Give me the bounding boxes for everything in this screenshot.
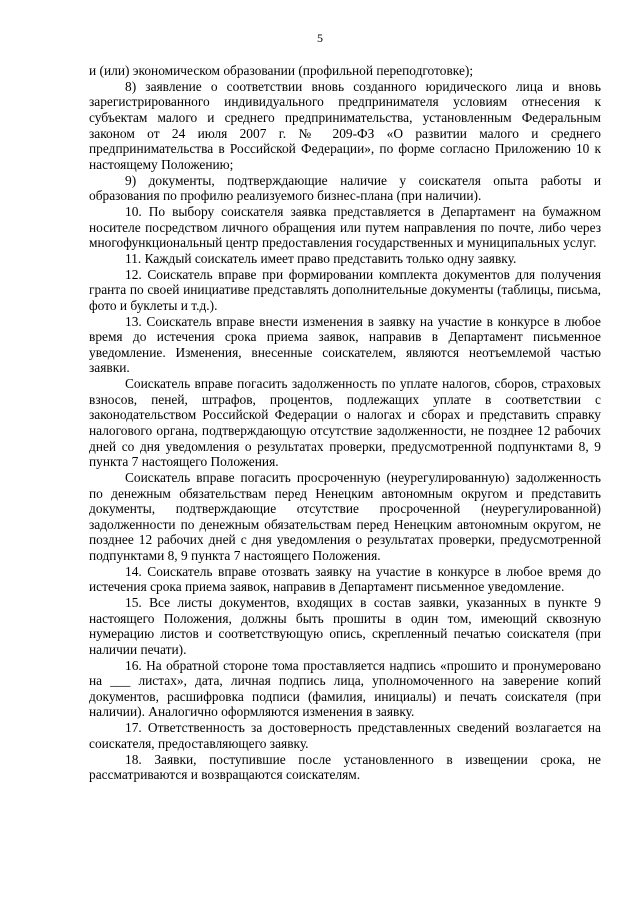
paragraph: 11. Каждый соискатель имеет право представить только одну заявку.	[125, 250, 517, 266]
paragraph: Соискатель вправе погасить задолженность по уплате налогов, сборов, страховых взносов, пеней, штрафов, процентов, подлежащих уплате в соответствии с законодательством Российской Федерации о налогах и сборах и представить справку налогового органа, подтверждающую отсутствие задолженности, не позднее 12 рабочих дней со дня уведомления о результатах проверки, предусмотренной подпунктами 8, 9 пункта 7 настоящего Положения.	[89, 376, 601, 470]
page-number: 5	[317, 31, 323, 45]
paragraph: 13. Соискатель вправе внести изменения в заявку на участие в конкурсе в любое время до истечения срока приема заявок, направив в Департамент письменное уведомление. Изменения, внесенные соискателем, являются неотъемлемой частью заявки.	[89, 313, 601, 376]
paragraph: 12. Соискатель вправе при формировании комплекта документов для получения гранта по своей инициативе представлять дополнительные документы (таблицы, письма, фото и буклеты и т.д.).	[89, 266, 601, 313]
paragraph: Соискатель вправе погасить просроченную (неурегулированную) задолженность по денежным обязательствам перед Ненецким автономным округом и представить документы, подтверждающие отсутствие просроченной (неурегулированной) задолженности по денежным обязательствам перед Ненецким автономным округом, не позднее 12 рабочих дней с дня уведомления о результатах проверки, предусмотренной подпунктами 8, 9 пункта 7 настоящего Положения.	[89, 469, 601, 563]
paragraph: 8) заявление о соответствии вновь созданного юридического лица и вновь зарегистрированного индивидуального предпринимателя условиям отнесения к субъектам малого и среднего предпринимательства, установленным Федеральным законом от 24 июля 2007 г. № 209-ФЗ «О развитии малого и среднего предпринимательства в Российской Федерации», по форме согласно Приложению 10 к настоящему Положению;	[89, 78, 601, 172]
paragraph: 14. Соискатель вправе отозвать заявку на участие в конкурсе в любое время до истечения срока приема заявок, направив в Департамент письменное уведомление.	[89, 563, 601, 595]
paragraph: 9) документы, подтверждающие наличие у соискателя опыта работы и образования по профилю реализуемого бизнес-плана (при наличии).	[89, 172, 601, 204]
document-body	[89, 63, 601, 783]
paragraph: 16. На обратной стороне тома проставляется надпись «прошито и пронумеровано на ___ листах», дата, личная подпись лица, уполномоченного на заверение копий документов, расшифровка подписи (фамилия, инициалы) и печать соискателя (при наличии). Аналогично оформляются изменения в заявку.	[89, 657, 601, 720]
paragraph: 17. Ответственность за достоверность представленных сведений возлагается на соискателя, предоставляющего заявку.	[89, 720, 601, 751]
paragraph: и (или) экономическом образовании (профильной переподготовке);	[89, 63, 474, 78]
paragraph: 15. Все листы документов, входящих в состав заявки, указанных в пункте 9 настоящего Положения, должны быть прошиты в один том, имеющий сквозную нумерацию листов и соответствующую опись, скрепленный печатью соискателя (при наличии печати).	[89, 595, 601, 657]
paragraph: 18. Заявки, поступившие после установленного в извещении срока, не рассматриваются и возвращаются соискателям.	[89, 751, 601, 783]
paragraph: 10. По выбору соискателя заявка представляется в Департамент на бумажном носителе посредством личного обращения или путем направления по почте, либо через многофункциональный центр предоставления государственных и муниципальных услуг.	[89, 203, 601, 251]
